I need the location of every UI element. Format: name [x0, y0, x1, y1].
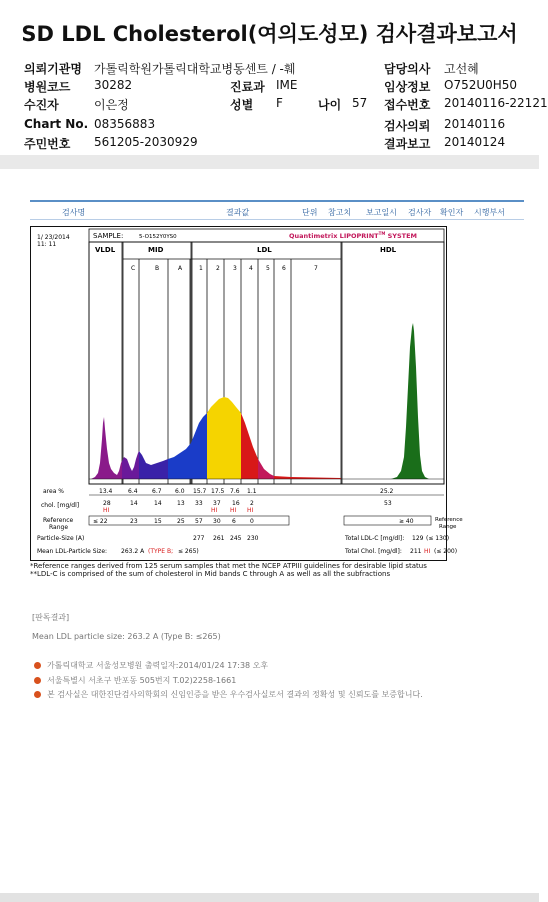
- chol-c: 14: [130, 500, 138, 507]
- chol-flag: HI: [211, 507, 218, 514]
- ref-label: Reference: [43, 517, 74, 524]
- area-b: 6.7: [152, 488, 162, 495]
- region-vldl: VLDL: [95, 246, 116, 254]
- curve-ldl-1: [191, 413, 207, 479]
- info-label: 임상정보: [384, 80, 431, 94]
- total-chol-value: 211: [410, 548, 422, 555]
- info-value: 30282: [94, 78, 133, 92]
- footnote-1: *Reference ranges derived from 125 serum samples that met the NCEP ATPIII guidelines for desirable lipid status: [30, 562, 427, 570]
- info-value: 08356883: [94, 117, 156, 131]
- info-label: 담당의사: [384, 62, 431, 76]
- area-3: 7.6: [230, 488, 240, 495]
- curve-ldl-2: [207, 397, 224, 479]
- mean-row: [37, 548, 457, 555]
- ref-label: Range: [49, 524, 69, 531]
- chol-b: 14: [154, 500, 162, 507]
- chart-time: 11: 11: [37, 241, 57, 248]
- sample-label: SAMPLE:: [93, 232, 124, 240]
- lipoprint-svg: [31, 227, 463, 560]
- info-value: 20140116: [444, 117, 506, 131]
- chol-label: chol. [mg/dl]: [41, 502, 80, 509]
- info-value: 이은정: [94, 98, 129, 112]
- curve-ldl-5: [258, 459, 274, 479]
- info-value: 20140124: [444, 135, 506, 149]
- particle-1: 277: [193, 535, 205, 542]
- total-ldl-label: Total LDL-C [mg/dl]:: [345, 535, 405, 542]
- svg-text:Reference: Reference: [435, 517, 463, 523]
- brand-name: Quantimetrix LIPOPRINT™ SYSTEM: [289, 231, 417, 240]
- col-header: 참고치: [328, 208, 352, 217]
- info-row-4: [0, 117, 539, 135]
- curve-vldl: [91, 417, 122, 479]
- ref-b: 15: [154, 518, 162, 525]
- band-label: 3: [233, 265, 237, 272]
- lipoprint-chart: [30, 226, 463, 561]
- col-header: 검사자: [408, 208, 432, 217]
- info-label: 주민번호: [24, 137, 71, 151]
- col-header: 결과값: [226, 208, 250, 217]
- mean-label: Mean LDL-Particle Size:: [37, 548, 108, 555]
- info-value: O752U0H50: [444, 78, 518, 92]
- chol-row: [41, 500, 392, 514]
- col-header: 단위: [302, 208, 318, 217]
- footnote-2: **LDL-C is comprised of the sum of cholesterol in Mid bands C through A as well as all the subfractions: [30, 570, 391, 578]
- ref-2: 30: [213, 518, 221, 525]
- region-mid: MID: [148, 246, 164, 254]
- info-label: 나이: [318, 98, 342, 112]
- col-header: 확인자: [440, 208, 464, 217]
- chol-flag: HI: [103, 507, 110, 514]
- info-value: IME: [276, 78, 298, 92]
- ref-4: 0: [250, 518, 254, 525]
- plot-frame: [89, 242, 444, 484]
- info-row-1: [0, 60, 539, 78]
- mean-value: 263.2 A: [121, 548, 145, 555]
- chol-3: 16: [232, 500, 240, 507]
- info-label: 수진자: [24, 98, 59, 112]
- ref-3: 6: [232, 518, 236, 525]
- area-vldl: 13.4: [99, 488, 113, 495]
- ref-a: 25: [177, 518, 185, 525]
- band-label: A: [178, 265, 183, 272]
- result-table-header: [30, 200, 524, 220]
- chart-date: 1/ 23/2014: [37, 234, 70, 241]
- info-label: 의뢰기관명: [24, 62, 82, 76]
- area-c: 6.4: [128, 488, 138, 495]
- info-label: 진료과: [230, 80, 265, 94]
- info-value: 561205-2030929: [94, 135, 198, 149]
- col-header: 보고일시: [366, 208, 397, 217]
- ref-vldl: ≤ 22: [93, 518, 108, 525]
- band-label: 4: [249, 265, 253, 272]
- ref-c: 23: [130, 518, 138, 525]
- area-label: area %: [43, 488, 64, 495]
- divider-band: [0, 155, 539, 169]
- info-label: 접수번호: [384, 98, 431, 112]
- info-label: 병원코드: [24, 80, 71, 94]
- chol-1: 33: [195, 500, 203, 507]
- chol-2: 37: [213, 500, 221, 507]
- curve-ldl-6-7: [274, 476, 341, 479]
- band-label: 5: [266, 265, 270, 272]
- area-2: 17.5: [211, 488, 225, 495]
- page-title: SD LDL Cholesterol(여의도성모) 검사결과보고서: [21, 22, 518, 46]
- total-ldl-ref: (≤ 130): [426, 535, 450, 542]
- region-ldl: LDL: [257, 246, 272, 254]
- info-label: 검사의뢰: [384, 119, 431, 133]
- info-row-2: [0, 78, 539, 96]
- bullet-icon: [34, 677, 41, 684]
- chol-hdl: 53: [384, 500, 392, 507]
- info-value: 20140116-22121: [444, 96, 548, 110]
- total-chol-flag: HI: [424, 548, 431, 555]
- footer-line-2: 서울특별시 서초구 반포동 505번지 T.02)2258-1661: [34, 675, 236, 686]
- info-label: Chart No.: [24, 117, 89, 131]
- band-label: C: [131, 265, 136, 272]
- chol-flag: HI: [230, 507, 237, 514]
- ref-row: [43, 516, 463, 531]
- chol-4: 2: [250, 500, 254, 507]
- chol-a: 13: [177, 500, 185, 507]
- info-value: 57: [352, 96, 368, 110]
- mean-type: (TYPE B;: [148, 548, 174, 555]
- curve-ldl-4: [241, 413, 258, 479]
- comment-title: [판독결과]: [32, 613, 70, 622]
- total-chol-label: Total Chol. [mg/dl]:: [345, 548, 402, 555]
- chol-vldl: 28: [103, 500, 111, 507]
- bullet-icon: [34, 691, 41, 698]
- area-1: 15.7: [193, 488, 207, 495]
- ref-1: 57: [195, 518, 203, 525]
- curve-mid-c: [122, 451, 139, 479]
- curve-ldl-3: [224, 397, 241, 479]
- chol-flag: HI: [247, 507, 254, 514]
- band-label: 6: [282, 265, 286, 272]
- total-ldl-value: 129: [412, 535, 424, 542]
- info-label: 결과보고: [384, 137, 431, 151]
- bullet-icon: [34, 662, 41, 669]
- area-hdl: 25.2: [380, 488, 394, 495]
- area-a: 6.0: [175, 488, 185, 495]
- curve-hdl: [391, 323, 429, 479]
- svg-text:Range: Range: [439, 524, 457, 530]
- col-header: 검사명: [62, 208, 86, 217]
- particle-2: 261: [213, 535, 225, 542]
- particle-4: 230: [247, 535, 259, 542]
- band-label: 7: [314, 265, 318, 272]
- band-label: 2: [216, 265, 220, 272]
- area-4: 1.1: [247, 488, 257, 495]
- sample-id: 5-O152Y0YS0: [139, 234, 177, 240]
- particle-3: 245: [230, 535, 242, 542]
- particle-row: [37, 535, 449, 542]
- info-value: F: [276, 96, 283, 110]
- info-label: 성별: [230, 98, 254, 112]
- curve-mid-b: [139, 451, 168, 479]
- comment-text: Mean LDL particle size: 263.2 A (Type B: ≤265): [32, 632, 221, 641]
- band-label: 1: [199, 265, 203, 272]
- info-row-5: [0, 135, 539, 153]
- info-value: 고선혜: [444, 62, 479, 76]
- ref-hdl: ≥ 40: [399, 518, 414, 525]
- bottom-band: [0, 893, 539, 902]
- footer-line-3: 본 검사실은 대한진단검사의학회의 신임인증을 받은 우수검사실로서 결과의 정확성 및 신뢰도를 보증합니다.: [34, 689, 423, 700]
- region-hdl: HDL: [380, 246, 397, 254]
- mean-ref: ≤ 265): [178, 548, 199, 555]
- area-row: [43, 488, 394, 495]
- info-value: 가톨릭학원가톨릭대학교병동센트 / -훼: [94, 62, 296, 76]
- band-label: B: [155, 265, 160, 272]
- info-row-3: [0, 96, 548, 114]
- total-chol-ref: (≤ 200): [434, 548, 458, 555]
- col-header: 시행부서: [474, 208, 505, 217]
- particle-label: Particle-Size (A): [37, 535, 85, 542]
- curve-mid-a: [168, 443, 191, 479]
- footer-line-1: 가톨릭대학교 서울성모병원 출력일자:2014/01/24 17:38 오후: [34, 660, 268, 671]
